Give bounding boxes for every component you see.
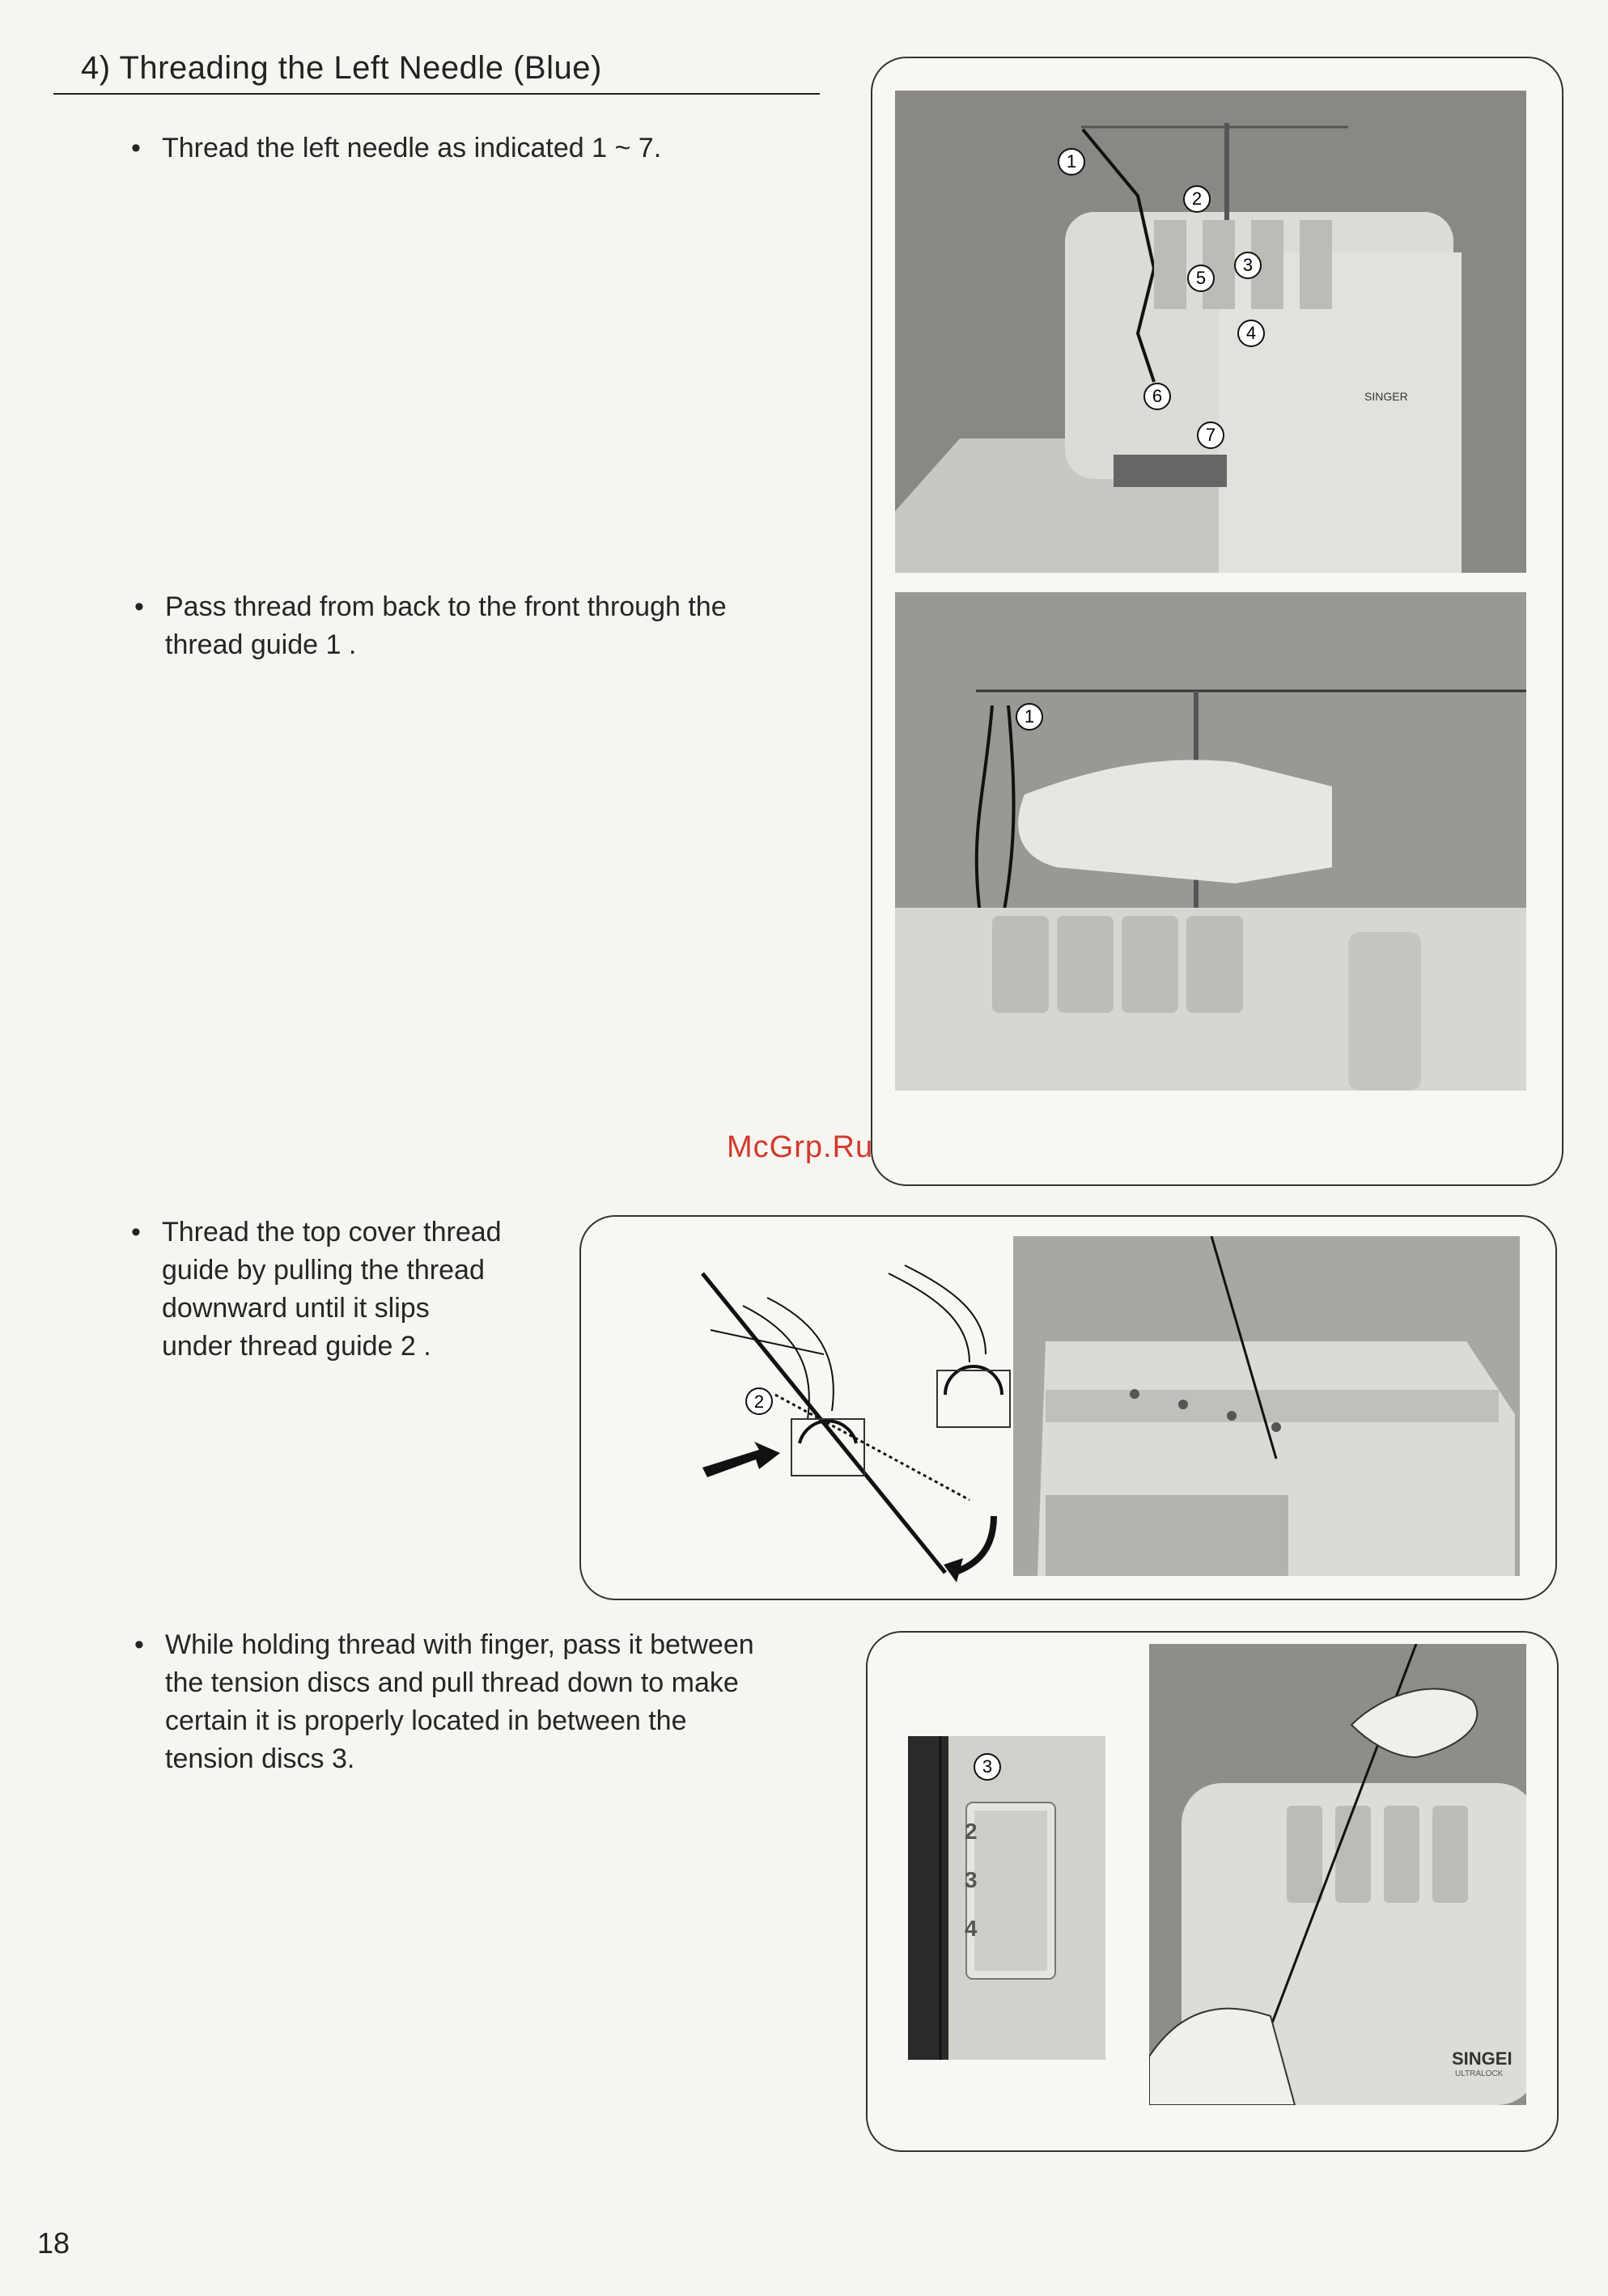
thread-guide-photo [895,592,1526,1091]
callout-2-label: 2 [1191,189,1203,209]
guide-callout-1-label: 1 [1024,706,1035,727]
step-3-line-3: downward until it slips [162,1293,430,1324]
section-title: 4) Threading the Left Needle (Blue) [81,50,602,86]
callout-1-label: 1 [1066,151,1077,172]
diagram-callout-2-label: 2 [753,1392,765,1412]
callout-4-label: 4 [1245,323,1257,343]
callout-1 [1057,147,1086,176]
step-2-line-2: thread guide 1 . [165,629,357,660]
callout-3-label: 3 [1242,255,1254,275]
step-3-line-4: under thread guide 2 . [162,1331,431,1362]
step-1-text [131,129,793,167]
bullet-marker: • [134,1629,144,1660]
step-4-line-4: tension discs 3. [165,1743,355,1774]
step-3-line-1: Thread the top cover thread [162,1217,502,1248]
thread-guide-diagram [630,1233,1034,1589]
tension-callout-3 [973,1752,1002,1781]
dial-number-4: 4 [965,1916,978,1941]
callout-7 [1196,421,1225,450]
dial-number-2: 2 [965,1819,978,1844]
callout-6 [1143,382,1172,411]
cover-guide-photo [1013,1236,1520,1576]
step-2-line-1: Pass thread from back to the front through the [165,591,727,622]
tension-dial-photo [908,1736,1105,2060]
callout-4 [1237,319,1266,348]
tension-closeup-photo [1149,1644,1526,2105]
page-number: 18 [37,2226,70,2260]
figure-panel-bottom [866,1631,1559,2152]
step-3-line-2: guide by pulling the thread [162,1255,485,1286]
dial-number-3: 3 [965,1867,978,1892]
figure-panel-middle [579,1215,1557,1600]
callout-6-label: 6 [1152,386,1163,406]
callout-5 [1186,264,1216,293]
callout-3 [1233,251,1262,280]
step-3-text [131,1214,534,1366]
guide-callout-1 [1015,702,1044,731]
closeup-model-label: ULTRALOCK [1455,2069,1504,2078]
bullet-marker: • [131,133,141,163]
brand-label: SINGER [1364,390,1408,403]
bullet-marker: • [131,1217,141,1248]
callout-7-label: 7 [1205,425,1216,445]
step-1-line-1: Thread the left needle as indicated 1 ~ 7. [162,133,662,163]
tension-callout-3-label: 3 [982,1756,993,1777]
step-4-text [134,1626,837,1778]
step-4-line-3: certain it is properly located in between the [165,1705,687,1736]
machine-overview-photo [895,91,1526,573]
callout-5-label: 5 [1195,268,1207,288]
title-underline [53,93,820,95]
watermark: McGrp.Ru [727,1130,874,1164]
step-2-text [134,588,837,664]
step-4-line-2: the tension discs and pull thread down to make [165,1667,739,1698]
closeup-brand-label: SINGEI [1452,2048,1513,2069]
callout-2 [1182,184,1211,214]
step-4-line-1: While holding thread with finger, pass it between [165,1629,754,1660]
bullet-marker: • [134,591,144,622]
